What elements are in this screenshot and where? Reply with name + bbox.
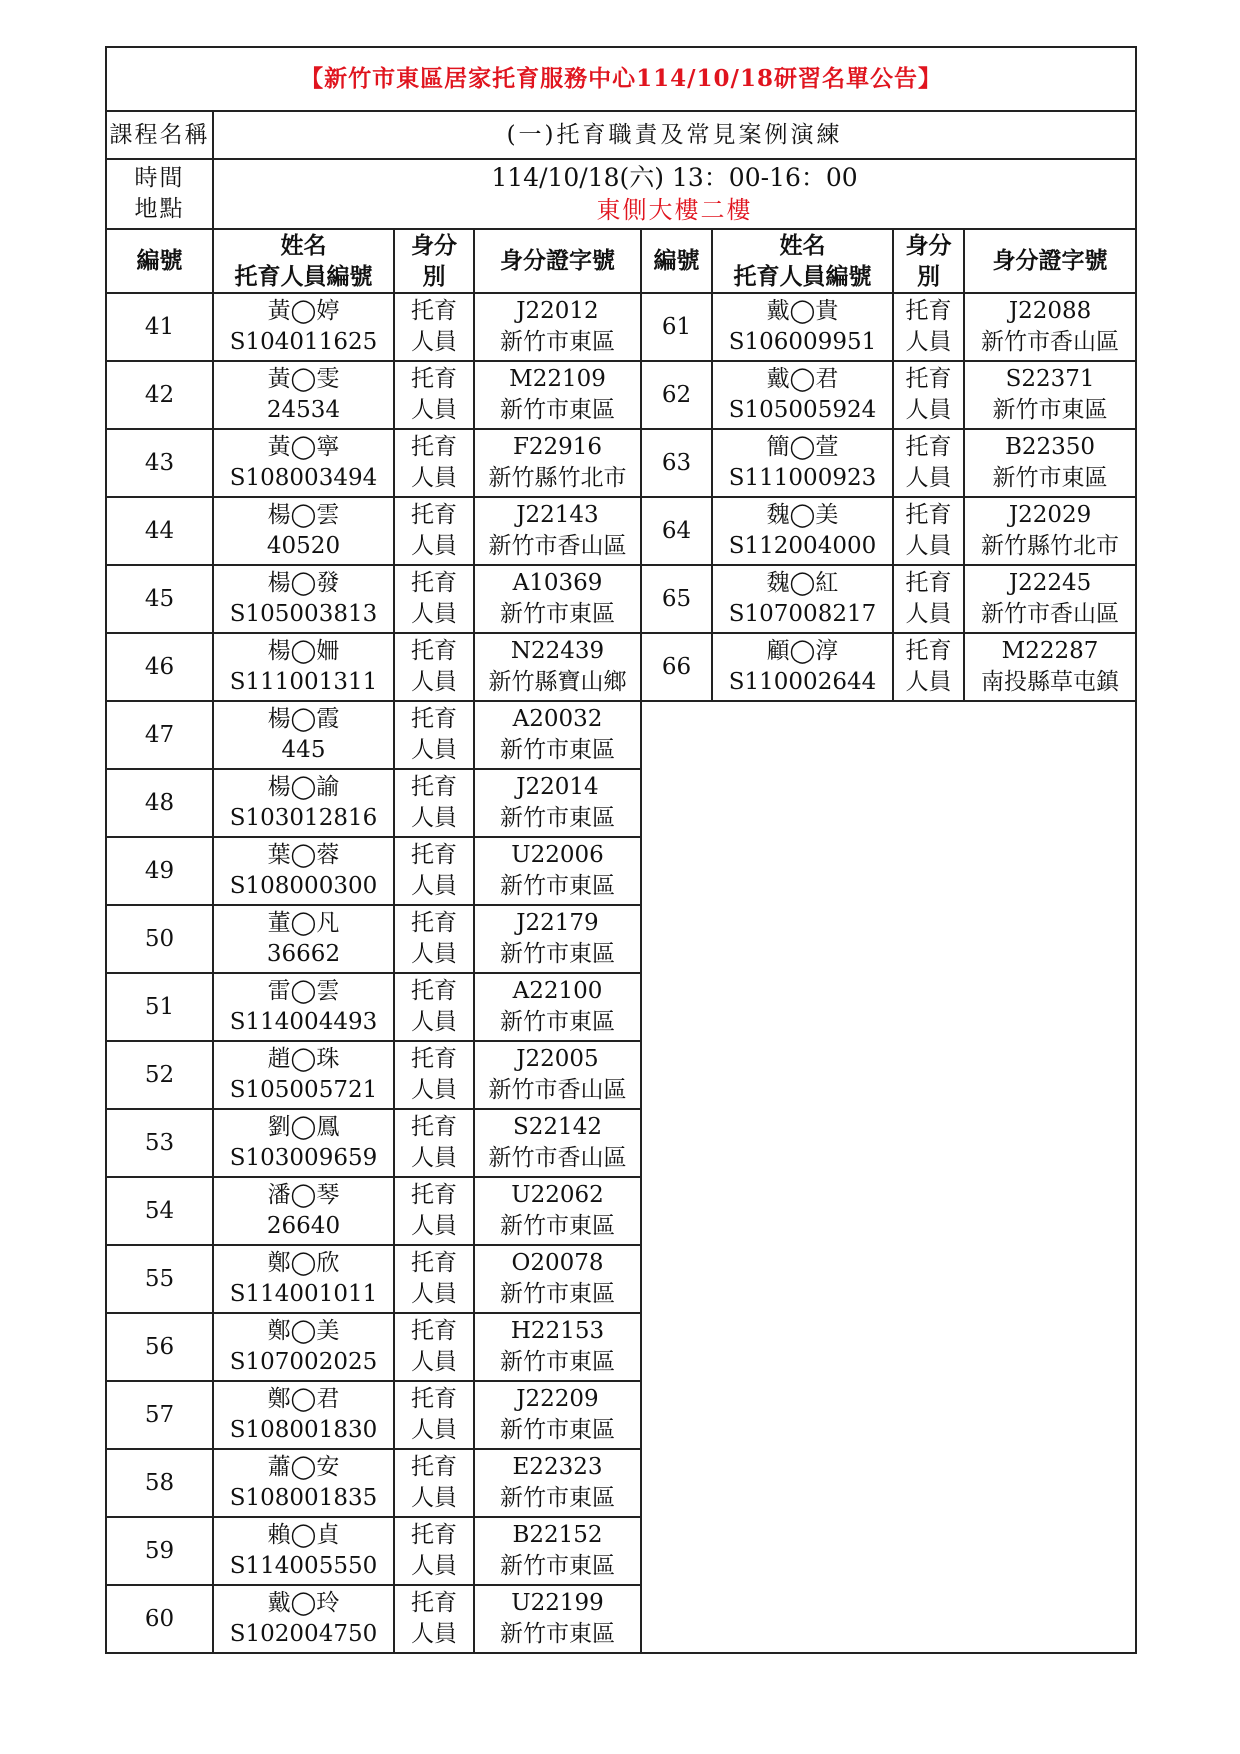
entry-role-line2: 人員 xyxy=(411,1485,457,1511)
entry-name-cell xyxy=(213,837,394,905)
entry-number: 63 xyxy=(641,429,712,497)
entry-role-line1: 托育 xyxy=(411,638,457,664)
entry-caregiver-code: S114004493 xyxy=(229,1009,378,1035)
entry-number: 54 xyxy=(106,1177,213,1245)
entry-caregiver-code: S114001011 xyxy=(229,1281,378,1307)
entry-role-line2: 人員 xyxy=(411,1077,457,1103)
entry-id-cell xyxy=(964,293,1136,361)
entry-number: 45 xyxy=(106,565,213,633)
entry-caregiver-code: 445 xyxy=(281,737,326,763)
entry-area: 新竹縣寶山鄉 xyxy=(488,669,627,695)
entry-caregiver-code: S108000300 xyxy=(229,873,378,899)
entry-id-prefix: J22088 xyxy=(1008,298,1092,324)
entry-area: 新竹市東區 xyxy=(500,1349,615,1375)
entry-role-line2: 人員 xyxy=(411,601,457,627)
entry-role-cell xyxy=(394,565,474,633)
entry-role-cell xyxy=(394,1177,474,1245)
entry-area: 新竹市東區 xyxy=(500,1485,615,1511)
empty-area xyxy=(641,701,1136,1653)
entry-caregiver-code: 36662 xyxy=(266,941,341,967)
column-header-row xyxy=(106,229,1136,293)
entry-id-prefix: J22014 xyxy=(516,774,599,800)
entry-id-cell xyxy=(474,769,641,837)
table-row xyxy=(106,429,1136,497)
entry-caregiver-code: S102004750 xyxy=(229,1621,378,1647)
entry-role-line1: 托育 xyxy=(411,1114,457,1140)
entry-area: 新竹市東區 xyxy=(500,805,615,831)
entry-caregiver-code: S108001835 xyxy=(229,1485,378,1511)
entry-id-cell xyxy=(474,1041,641,1109)
entry-name-cell xyxy=(712,497,893,565)
entry-id-prefix: B22152 xyxy=(512,1522,603,1548)
entry-role-line2: 人員 xyxy=(411,737,457,763)
header-role-line2: 別 xyxy=(422,263,446,290)
entry-area: 新竹市東區 xyxy=(500,601,615,627)
entry-name-cell xyxy=(213,1585,394,1653)
entry-role-cell xyxy=(394,769,474,837)
entry-role-line2: 人員 xyxy=(411,329,457,355)
entry-name-cell xyxy=(712,361,893,429)
entry-name-cell xyxy=(213,973,394,1041)
entry-caregiver-code: S105003813 xyxy=(229,601,378,627)
entry-number: 51 xyxy=(106,973,213,1041)
entry-area: 南投縣草屯鎮 xyxy=(981,669,1120,695)
entry-id-prefix: U22199 xyxy=(511,1590,604,1616)
entry-name: 楊◯霞 xyxy=(267,706,340,732)
entry-role-cell xyxy=(394,1041,474,1109)
entry-role-line2: 人員 xyxy=(411,1009,457,1035)
entry-role-cell xyxy=(394,837,474,905)
entry-caregiver-code: S105005924 xyxy=(728,397,877,423)
entry-role-line1: 托育 xyxy=(411,298,457,324)
table-row xyxy=(106,361,1136,429)
session-venue: 東側大樓二樓 xyxy=(596,196,753,224)
table-row xyxy=(106,293,1136,361)
entry-role-cell xyxy=(394,973,474,1041)
entry-id-prefix: U22006 xyxy=(511,842,604,868)
entry-id-prefix: B22350 xyxy=(1005,434,1096,460)
entry-role-line1: 托育 xyxy=(411,978,457,1004)
entry-role-line1: 托育 xyxy=(411,1590,457,1616)
entry-role-cell xyxy=(394,1381,474,1449)
entry-role-cell xyxy=(394,905,474,973)
entry-role-line1: 托育 xyxy=(905,434,952,460)
entry-id-cell xyxy=(474,497,641,565)
entry-name: 楊◯發 xyxy=(267,570,340,596)
entry-id-prefix: M22109 xyxy=(509,366,606,392)
entry-id-cell xyxy=(474,701,641,769)
entry-id-cell xyxy=(964,633,1136,701)
entry-area: 新竹市東區 xyxy=(992,465,1108,491)
entry-number: 58 xyxy=(106,1449,213,1517)
entry-area: 新竹市東區 xyxy=(500,1417,615,1443)
entry-area: 新竹市東區 xyxy=(500,1553,615,1579)
entry-area: 新竹市東區 xyxy=(500,1009,615,1035)
entry-role-cell xyxy=(394,1245,474,1313)
entry-name-cell xyxy=(213,497,394,565)
entry-role-cell xyxy=(893,429,964,497)
entry-role-line1: 托育 xyxy=(411,1046,457,1072)
entry-role-line1: 托育 xyxy=(905,502,952,528)
entry-role-line2: 人員 xyxy=(411,805,457,831)
entry-id-cell xyxy=(474,1109,641,1177)
entry-number: 55 xyxy=(106,1245,213,1313)
page-title: 【新竹市東區居家托育服務中心114/10/18研習名單公告】 xyxy=(106,47,1136,111)
header-name-line1: 姓名 xyxy=(779,232,826,259)
entry-area: 新竹縣竹北市 xyxy=(488,465,627,491)
entry-id-cell xyxy=(964,429,1136,497)
entry-id-prefix: U22062 xyxy=(511,1182,604,1208)
entry-id-cell xyxy=(474,1245,641,1313)
header-role-line1: 身分 xyxy=(411,232,457,259)
entry-id-cell xyxy=(474,1381,641,1449)
entry-number: 57 xyxy=(106,1381,213,1449)
entry-role-line2: 人員 xyxy=(411,1349,457,1375)
entry-number: 61 xyxy=(641,293,712,361)
entry-number: 42 xyxy=(106,361,213,429)
entry-name-cell xyxy=(712,293,893,361)
entry-name: 顧◯淳 xyxy=(766,638,839,664)
entry-name: 楊◯姍 xyxy=(267,638,340,664)
entry-name: 趙◯珠 xyxy=(267,1046,340,1072)
entry-role-line2: 人員 xyxy=(411,1145,457,1171)
entry-role-line1: 托育 xyxy=(905,570,952,596)
entry-number: 44 xyxy=(106,497,213,565)
entry-role-cell xyxy=(394,293,474,361)
entry-name: 鄭◯美 xyxy=(267,1318,340,1344)
header-no: 編號 xyxy=(641,229,712,293)
entry-role-line2: 人員 xyxy=(905,397,952,423)
entry-number: 41 xyxy=(106,293,213,361)
entry-id-cell xyxy=(964,361,1136,429)
entry-caregiver-code: S107002025 xyxy=(229,1349,378,1375)
entry-area: 新竹市香山區 xyxy=(488,1145,627,1171)
header-name xyxy=(712,229,893,293)
table-row xyxy=(106,497,1136,565)
entry-caregiver-code: S105005721 xyxy=(229,1077,378,1103)
entry-role-cell xyxy=(394,633,474,701)
entry-name: 黃◯婷 xyxy=(267,298,340,324)
entry-caregiver-code: S111001311 xyxy=(229,669,378,695)
entry-name-cell xyxy=(213,1313,394,1381)
entry-number: 66 xyxy=(641,633,712,701)
entry-area: 新竹市東區 xyxy=(500,873,615,899)
entry-name-cell xyxy=(213,1245,394,1313)
header-role-line1: 身分 xyxy=(905,232,952,259)
entry-name-cell xyxy=(712,429,893,497)
entry-role-line1: 托育 xyxy=(411,366,457,392)
entry-id-prefix: H22153 xyxy=(510,1318,605,1344)
entry-role-line2: 人員 xyxy=(411,397,457,423)
entry-name: 黃◯寧 xyxy=(267,434,340,460)
header-idno: 身分證字號 xyxy=(964,229,1136,293)
entry-number: 52 xyxy=(106,1041,213,1109)
entry-id-prefix: J22245 xyxy=(1008,570,1092,596)
entry-role-line1: 托育 xyxy=(411,1386,457,1412)
entry-area: 新竹市東區 xyxy=(500,941,615,967)
entry-area: 新竹市香山區 xyxy=(488,533,627,559)
entry-id-prefix: A20032 xyxy=(512,706,603,732)
entry-id-cell xyxy=(474,1449,641,1517)
table-row xyxy=(106,633,1136,701)
entry-area: 新竹市東區 xyxy=(992,397,1108,423)
entry-role-line1: 托育 xyxy=(905,638,952,664)
entry-id-prefix: O20078 xyxy=(511,1250,604,1276)
entry-name-cell xyxy=(213,1109,394,1177)
entry-role-cell xyxy=(394,1585,474,1653)
entry-name-cell xyxy=(213,1381,394,1449)
entry-id-prefix: J22005 xyxy=(516,1046,599,1072)
entry-role-cell xyxy=(893,633,964,701)
entry-role-cell xyxy=(394,701,474,769)
entry-role-cell xyxy=(394,361,474,429)
place-label: 地點 xyxy=(134,196,185,222)
header-name-line1: 姓名 xyxy=(280,232,327,259)
entry-number: 62 xyxy=(641,361,712,429)
entry-role-line1: 托育 xyxy=(411,910,457,936)
entry-number: 53 xyxy=(106,1109,213,1177)
course-label: 課程名稱 xyxy=(106,111,213,159)
entry-number: 59 xyxy=(106,1517,213,1585)
entry-role-line2: 人員 xyxy=(905,533,952,559)
time-place-label xyxy=(106,159,213,229)
entry-name-cell xyxy=(213,701,394,769)
entry-id-cell xyxy=(964,565,1136,633)
entry-caregiver-code: S108003494 xyxy=(229,465,378,491)
entry-id-prefix: J22143 xyxy=(516,502,599,528)
entry-name-cell xyxy=(213,429,394,497)
entry-role-cell xyxy=(394,1109,474,1177)
entry-id-cell xyxy=(474,1177,641,1245)
entry-area: 新竹市東區 xyxy=(500,329,615,355)
entry-number: 47 xyxy=(106,701,213,769)
entry-name: 楊◯諭 xyxy=(267,774,340,800)
entry-role-line2: 人員 xyxy=(905,669,952,695)
entry-id-prefix: E22323 xyxy=(512,1454,603,1480)
entry-name-cell xyxy=(213,1177,394,1245)
entry-area: 新竹市東區 xyxy=(500,1621,615,1647)
entry-role-line1: 托育 xyxy=(411,842,457,868)
entry-role-line1: 托育 xyxy=(905,298,952,324)
entry-id-cell xyxy=(474,361,641,429)
entry-role-line2: 人員 xyxy=(411,873,457,899)
entry-role-line1: 托育 xyxy=(905,366,952,392)
entry-caregiver-code: S103009659 xyxy=(229,1145,378,1171)
entry-role-line1: 托育 xyxy=(411,1522,457,1548)
entry-caregiver-code: 40520 xyxy=(266,533,341,559)
entry-name: 戴◯貴 xyxy=(766,298,839,324)
entry-name-cell xyxy=(213,905,394,973)
entry-role-cell xyxy=(394,1313,474,1381)
entry-number: 56 xyxy=(106,1313,213,1381)
entry-name: 戴◯玲 xyxy=(267,1590,340,1616)
entry-name-cell xyxy=(213,1041,394,1109)
entry-name: 黃◯雯 xyxy=(267,366,340,392)
entry-caregiver-code: S103012816 xyxy=(229,805,378,831)
entry-area: 新竹縣竹北市 xyxy=(981,533,1120,559)
entry-id-prefix: M22287 xyxy=(1001,638,1099,664)
entry-id-prefix: N22439 xyxy=(510,638,605,664)
entry-role-line1: 托育 xyxy=(411,1250,457,1276)
entry-name: 葉◯蓉 xyxy=(267,842,340,868)
entry-id-cell xyxy=(474,1313,641,1381)
entry-role-cell xyxy=(394,1517,474,1585)
header-role xyxy=(394,229,474,293)
entry-role-line2: 人員 xyxy=(411,533,457,559)
header-role xyxy=(893,229,964,293)
header-name-line2: 托育人員編號 xyxy=(234,263,373,290)
entry-role-line2: 人員 xyxy=(411,1417,457,1443)
entry-id-prefix: J22012 xyxy=(516,298,599,324)
entry-caregiver-code: S108001830 xyxy=(229,1417,378,1443)
entry-name-cell xyxy=(712,633,893,701)
entry-name-cell xyxy=(213,361,394,429)
entry-role-line1: 托育 xyxy=(411,706,457,732)
header-name-line2: 托育人員編號 xyxy=(733,263,872,290)
entry-name-cell xyxy=(213,633,394,701)
header-role-line2: 別 xyxy=(917,263,940,290)
header-no: 編號 xyxy=(106,229,213,293)
entry-caregiver-code: S112004000 xyxy=(728,533,877,559)
entry-role-line1: 托育 xyxy=(411,1318,457,1344)
entry-id-cell xyxy=(474,633,641,701)
header-name xyxy=(213,229,394,293)
course-name: (一)托育職責及常見案例演練 xyxy=(213,111,1136,159)
entry-id-cell xyxy=(474,1517,641,1585)
entry-number: 48 xyxy=(106,769,213,837)
entry-role-line2: 人員 xyxy=(411,465,457,491)
entry-name: 劉◯鳳 xyxy=(267,1114,340,1140)
entry-role-line2: 人員 xyxy=(411,1213,457,1239)
entry-id-cell xyxy=(474,905,641,973)
entry-role-cell xyxy=(893,361,964,429)
entry-id-cell xyxy=(474,1585,641,1653)
entry-name-cell xyxy=(213,293,394,361)
entry-caregiver-code: 24534 xyxy=(266,397,341,423)
entry-number: 60 xyxy=(106,1585,213,1653)
entry-id-prefix: S22142 xyxy=(513,1114,602,1140)
entry-name: 簡◯萱 xyxy=(766,434,839,460)
entry-caregiver-code: S110002644 xyxy=(728,669,877,695)
entry-role-line1: 托育 xyxy=(411,1454,457,1480)
entry-role-cell xyxy=(893,293,964,361)
entry-id-cell xyxy=(474,565,641,633)
entry-area: 新竹市香山區 xyxy=(488,1077,627,1103)
time-label: 時間 xyxy=(134,165,185,191)
entry-name: 鄭◯欣 xyxy=(267,1250,340,1276)
entry-role-line2: 人員 xyxy=(411,669,457,695)
entry-caregiver-code: S114005550 xyxy=(229,1553,378,1579)
entry-area: 新竹市香山區 xyxy=(981,329,1120,355)
entry-number: 65 xyxy=(641,565,712,633)
table-row xyxy=(106,701,1136,769)
entry-name: 賴◯貞 xyxy=(267,1522,340,1548)
entry-id-prefix: A10369 xyxy=(512,570,603,596)
entry-name-cell xyxy=(213,1517,394,1585)
entry-id-cell xyxy=(474,973,641,1041)
entry-name-cell xyxy=(712,565,893,633)
entry-name-cell xyxy=(213,769,394,837)
entry-role-line2: 人員 xyxy=(905,601,952,627)
entry-role-cell xyxy=(893,497,964,565)
entry-area: 新竹市東區 xyxy=(500,1281,615,1307)
entry-number: 46 xyxy=(106,633,213,701)
entry-name: 雷◯雲 xyxy=(267,978,340,1004)
entry-area: 新竹市東區 xyxy=(500,737,615,763)
entry-role-cell xyxy=(394,429,474,497)
entry-id-prefix: F22916 xyxy=(512,434,603,460)
entry-number: 43 xyxy=(106,429,213,497)
entry-caregiver-code: S111000923 xyxy=(728,465,877,491)
entry-role-line1: 托育 xyxy=(411,774,457,800)
entry-id-prefix: A22100 xyxy=(512,978,603,1004)
entry-id-prefix: S22371 xyxy=(1005,366,1095,392)
entry-role-line1: 托育 xyxy=(411,570,457,596)
entry-number: 49 xyxy=(106,837,213,905)
entry-area: 新竹市東區 xyxy=(500,1213,615,1239)
entry-role-cell xyxy=(394,1449,474,1517)
entry-name: 董◯凡 xyxy=(267,910,340,936)
header-idno: 身分證字號 xyxy=(474,229,641,293)
session-time: 114/10/18(六) 13：00-16：00 xyxy=(491,163,858,192)
entry-name: 魏◯美 xyxy=(766,502,839,528)
entry-name-cell xyxy=(213,1449,394,1517)
entry-caregiver-code: 26640 xyxy=(266,1213,341,1239)
entry-role-line2: 人員 xyxy=(411,1621,457,1647)
entry-id-cell xyxy=(474,429,641,497)
entry-role-line1: 托育 xyxy=(411,434,457,460)
entry-id-cell xyxy=(964,497,1136,565)
entry-role-line2: 人員 xyxy=(905,465,952,491)
entry-role-line2: 人員 xyxy=(905,329,952,355)
entry-id-cell xyxy=(474,837,641,905)
entry-role-line2: 人員 xyxy=(411,941,457,967)
entry-area: 新竹市東區 xyxy=(500,397,615,423)
entry-number: 64 xyxy=(641,497,712,565)
roster-table xyxy=(105,46,1137,1654)
entry-name: 魏◯紅 xyxy=(766,570,839,596)
entry-id-prefix: J22029 xyxy=(1008,502,1092,528)
entry-name: 戴◯君 xyxy=(766,366,839,392)
entry-role-line2: 人員 xyxy=(411,1553,457,1579)
entry-id-prefix: J22179 xyxy=(516,910,599,936)
entry-role-cell xyxy=(394,497,474,565)
entry-number: 50 xyxy=(106,905,213,973)
entry-caregiver-code: S106009951 xyxy=(728,329,877,355)
entry-role-line2: 人員 xyxy=(411,1281,457,1307)
entry-role-line1: 托育 xyxy=(411,1182,457,1208)
table-row xyxy=(106,565,1136,633)
entry-id-cell xyxy=(474,293,641,361)
entry-name: 鄭◯君 xyxy=(267,1386,340,1412)
entry-area: 新竹市香山區 xyxy=(981,601,1120,627)
entry-role-line1: 托育 xyxy=(411,502,457,528)
entry-caregiver-code: S104011625 xyxy=(229,329,378,355)
time-place-value xyxy=(213,159,1136,229)
entry-name: 楊◯雲 xyxy=(267,502,340,528)
entry-id-prefix: J22209 xyxy=(516,1386,599,1412)
entry-name-cell xyxy=(213,565,394,633)
entry-name: 潘◯琴 xyxy=(267,1182,340,1208)
entry-role-cell xyxy=(893,565,964,633)
entry-name: 蕭◯安 xyxy=(267,1454,340,1480)
entry-caregiver-code: S107008217 xyxy=(728,601,877,627)
